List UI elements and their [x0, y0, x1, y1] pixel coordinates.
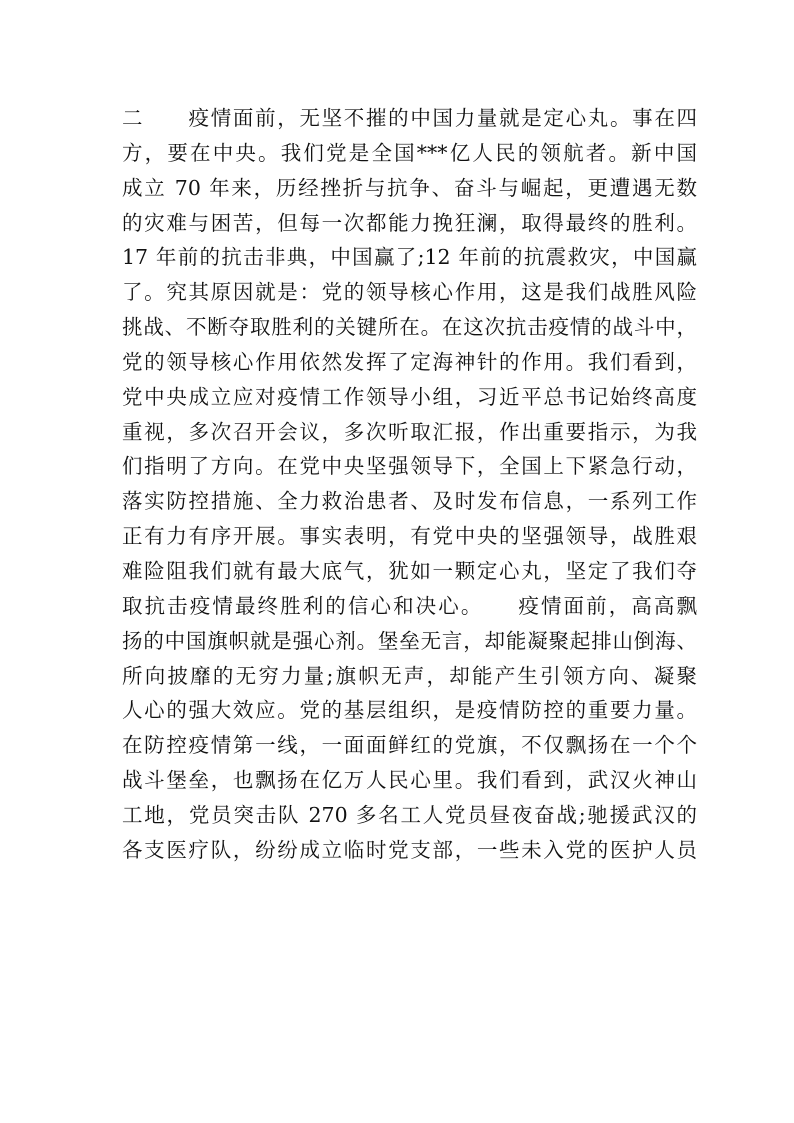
- text-line: 党的领导核心作用依然发挥了定海神针的作用。我们看到，: [122, 349, 697, 374]
- text-line: 们指明了方向。在党中央坚强领导下，全国上下紧急行动，: [122, 454, 697, 479]
- text-line: 战斗堡垒，也飘扬在亿万人民心里。我们看到，武汉火神山: [122, 768, 697, 793]
- text-line: 挑战、不断夺取胜利的关键所在。在这次抗击疫情的战斗中，: [122, 315, 697, 340]
- text-line: 17 年前的抗击非典，中国赢了;12 年前的抗震救灾，中国赢: [122, 245, 697, 270]
- text-line: 所向披靡的无穷力量;旗帜无声，却能产生引领方向、凝聚: [122, 663, 697, 688]
- text-line: 的灾难与困苦，但每一次都能力挽狂澜，取得最终的胜利。: [122, 210, 697, 235]
- text-line: 正有力有序开展。事实表明，有党中央的坚强领导，战胜艰: [122, 524, 697, 549]
- text-line: 各支医疗队，纷纷成立临时党支部，一些未入党的医护人员: [122, 837, 697, 862]
- text-line: 党中央成立应对疫情工作领导小组，习近平总书记始终高度: [122, 384, 697, 409]
- text-line: 方，要在中央。我们党是全国***亿人民的领航者。新中国: [122, 140, 697, 165]
- text-line: 了。究其原因就是：党的领导核心作用，这是我们战胜风险: [122, 280, 697, 305]
- text-line: 取抗击疫情最终胜利的信心和决心。 疫情面前，高高飘: [122, 593, 697, 618]
- text-line: 工地，党员突击队 270 多名工人党员昼夜奋战;驰援武汉的: [122, 802, 697, 827]
- text-line: 成立 70 年来，历经挫折与抗争、奋斗与崛起，更遭遇无数: [122, 175, 697, 200]
- text-line: 重视，多次召开会议，多次听取汇报，作出重要指示，为我: [122, 419, 697, 444]
- text-line: 二 疫情面前，无坚不摧的中国力量就是定心丸。事在四: [122, 106, 697, 130]
- body-text: [122, 101, 697, 868]
- text-line: 扬的中国旗帜就是强心剂。堡垒无言，却能凝聚起排山倒海、: [122, 628, 697, 653]
- text-line: 落实防控措施、全力救治患者、及时发布信息，一系列工作: [122, 489, 697, 514]
- text-line: 人心的强大效应。党的基层组织，是疫情防控的重要力量。: [122, 698, 697, 723]
- text-line: 在防控疫情第一线，一面面鲜红的党旗，不仅飘扬在一个个: [122, 733, 697, 758]
- text-line: 难险阻我们就有最大底气，犹如一颗定心丸，坚定了我们夺: [122, 558, 697, 583]
